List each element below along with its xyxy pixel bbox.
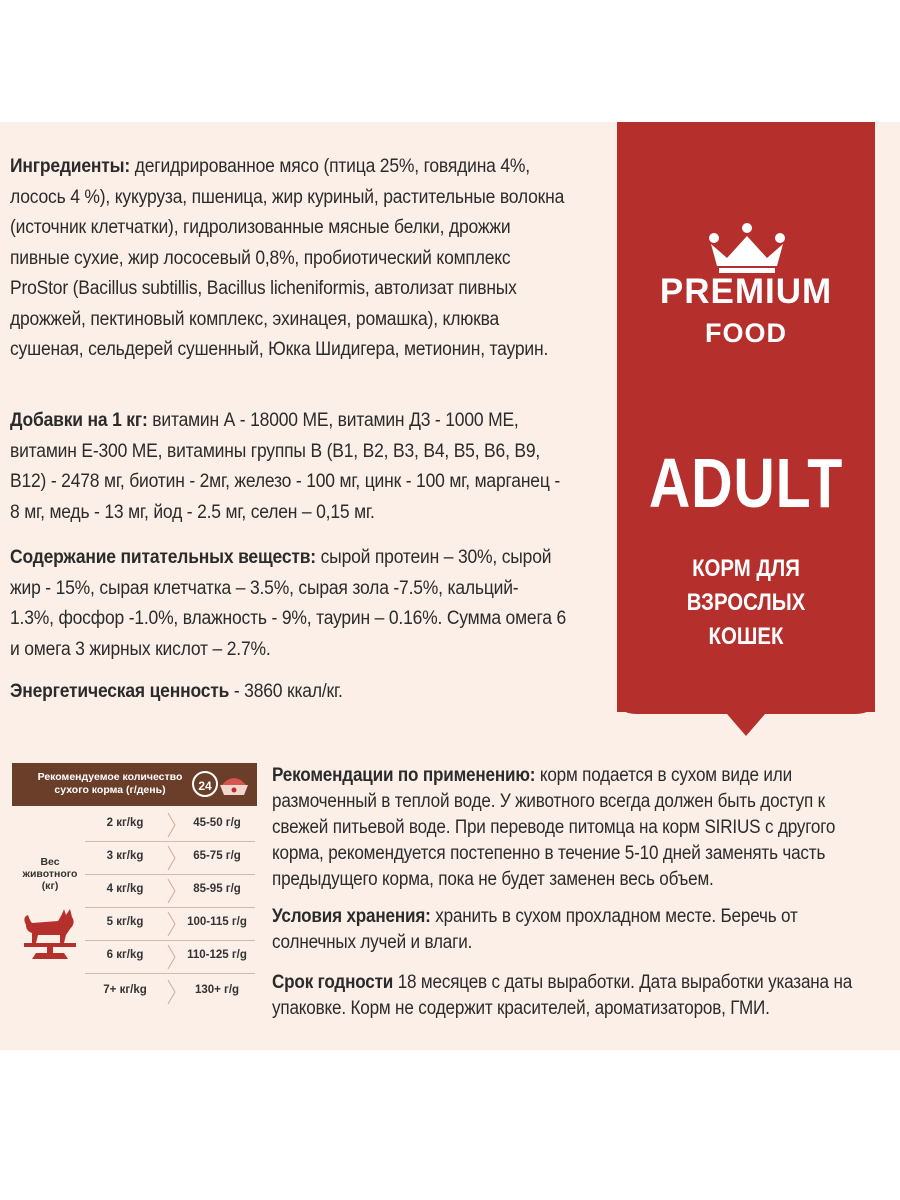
adult-title: ADULT — [648, 444, 844, 522]
feeding-table-header — [12, 763, 257, 806]
feeding-row-weight: 2 кг/kg — [106, 817, 144, 829]
feeding-row-weight: 3 кг/kg — [106, 850, 144, 862]
row-chevron — [167, 878, 177, 904]
storage-paragraph — [272, 904, 873, 956]
feeding-row — [85, 976, 255, 1008]
energy-text: - 3860 ккал/кг. — [229, 681, 343, 702]
feeding-row-grams: 85-95 г/g — [193, 883, 241, 895]
premium-food-label: FOOD — [705, 318, 787, 348]
premium-title: PREMIUM — [659, 272, 833, 311]
adult-desc-line: ВЗРОСЛЫХ — [686, 589, 806, 616]
feeding-row-grams: 65-75 г/g — [193, 850, 241, 862]
storage-text: хранить в сухом прохладном месте. Беречь от солнечных лучей и влаги. — [272, 906, 798, 953]
additives-label: Добавки на 1 кг: — [10, 410, 148, 431]
feeding-row-weight: 6 кг/kg — [106, 949, 144, 961]
ingredients-text: дегидрированное мясо (птица 25%, говядина 4%, лосось 4 %), кукуруза, пшеница, жир куриный, растительные волокна (источник клетчатки), гидролизованные мясные белки, дрожжи пивные сухие, жир лососевый 0,8%, пробиотический комплекс ProStor (Bacillus subtillis, Bacillus licheniformis, автолизат пивных дрожжей, пектиновый комплекс, эхинацея, ромашка), клюква сушеная, сельдерей сушенный, Юкка Шидигера, метионин, таурин. — [10, 156, 565, 360]
nutrients-paragraph — [10, 543, 567, 665]
feeding-row-weight: 4 кг/kg — [106, 883, 144, 895]
weight-label: Вес животного (кг) — [22, 856, 78, 892]
energy-paragraph — [10, 677, 567, 708]
feeding-row-grams: 130+ г/g — [194, 984, 240, 996]
usage-label: Рекомендации по применению: — [272, 765, 536, 786]
feeding-row-grams: 110-125 г/g — [187, 949, 247, 961]
usage-text: корм подается в сухом виде или размоченный в теплой воде. У животного всегда должен быть доступ к свежей питьевой воде. При переводе питомца на корм SIRIUS с другого корма, рекомендуется постепенно в течение 5-10 дней заменять часть предыдущего корма, пока не будет заменен весь объем. — [272, 765, 836, 890]
adult-desc-line: КОШЕК — [708, 623, 784, 650]
feeding-row-weight: 5 кг/kg — [106, 916, 144, 928]
feeding-row-weight: 7+ кг/kg — [103, 984, 147, 996]
banner-tip — [617, 690, 875, 740]
shelf-label: Срок годности — [272, 972, 394, 993]
row-chevron — [167, 944, 177, 970]
row-chevron — [167, 911, 177, 937]
shelf-text: 18 месяцев с даты выработки. Дата выработки указана на упаковке. Корм не содержит красителей, ароматизаторов, ГМИ. — [272, 972, 853, 1019]
feeding-row — [85, 842, 255, 875]
feeding-row — [85, 875, 255, 908]
storage-label: Условия хранения: — [272, 906, 431, 927]
nutrients-text: сырой протеин – 30%, сырой жир - 15%, сырая клетчатка – 3.5%, сырая зола -7.5%, кальций- 1.3%, фосфор -1.0%, влажность - 9%, таурин – 0.16%. Сумма омега 6 и омега 3 жирных кислот – 2.7%. — [10, 547, 566, 660]
shelf-life-paragraph — [272, 970, 873, 1022]
adult-desc-line: КОРМ ДЛЯ — [692, 555, 800, 582]
feeding-table-title: Рекомендуемое количество сухого корма (г/день) — [37, 771, 183, 796]
crown-icon — [707, 222, 787, 274]
hours-badge: 24 — [192, 771, 218, 797]
feeding-row-grams: 100-115 г/g — [187, 916, 247, 928]
row-chevron — [167, 979, 177, 1005]
nutrients-label: Содержание питательных веществ: — [10, 547, 316, 568]
feeding-row-grams: 45-50 г/g — [193, 817, 241, 829]
bowl-icon — [218, 773, 250, 797]
ingredients-label: Ингредиенты: — [10, 156, 131, 177]
feeding-row — [85, 941, 255, 974]
feeding-row — [85, 908, 255, 941]
energy-label: Энергетическая ценность — [10, 681, 230, 702]
feeding-row — [85, 809, 255, 842]
cat-on-scale-icon — [18, 895, 82, 961]
row-chevron — [167, 845, 177, 871]
additives-text: витамин А - 18000 МЕ, витамин Д3 - 1000 МЕ, витамин Е-300 МЕ, витамины группы В (В1, В2, В3, В4, В5, В6, В9, В12) - 2478 мг, биотин - 2мг, железо - 100 мг, цинк - 100 мг, марганец - 8 мг, медь - 13 мг, йод - 2.5 мг, селен – 0,15 мг. — [10, 410, 560, 523]
additives-paragraph — [10, 406, 567, 528]
ingredients-paragraph — [10, 152, 567, 366]
row-chevron — [167, 812, 177, 838]
usage-paragraph — [272, 763, 873, 893]
